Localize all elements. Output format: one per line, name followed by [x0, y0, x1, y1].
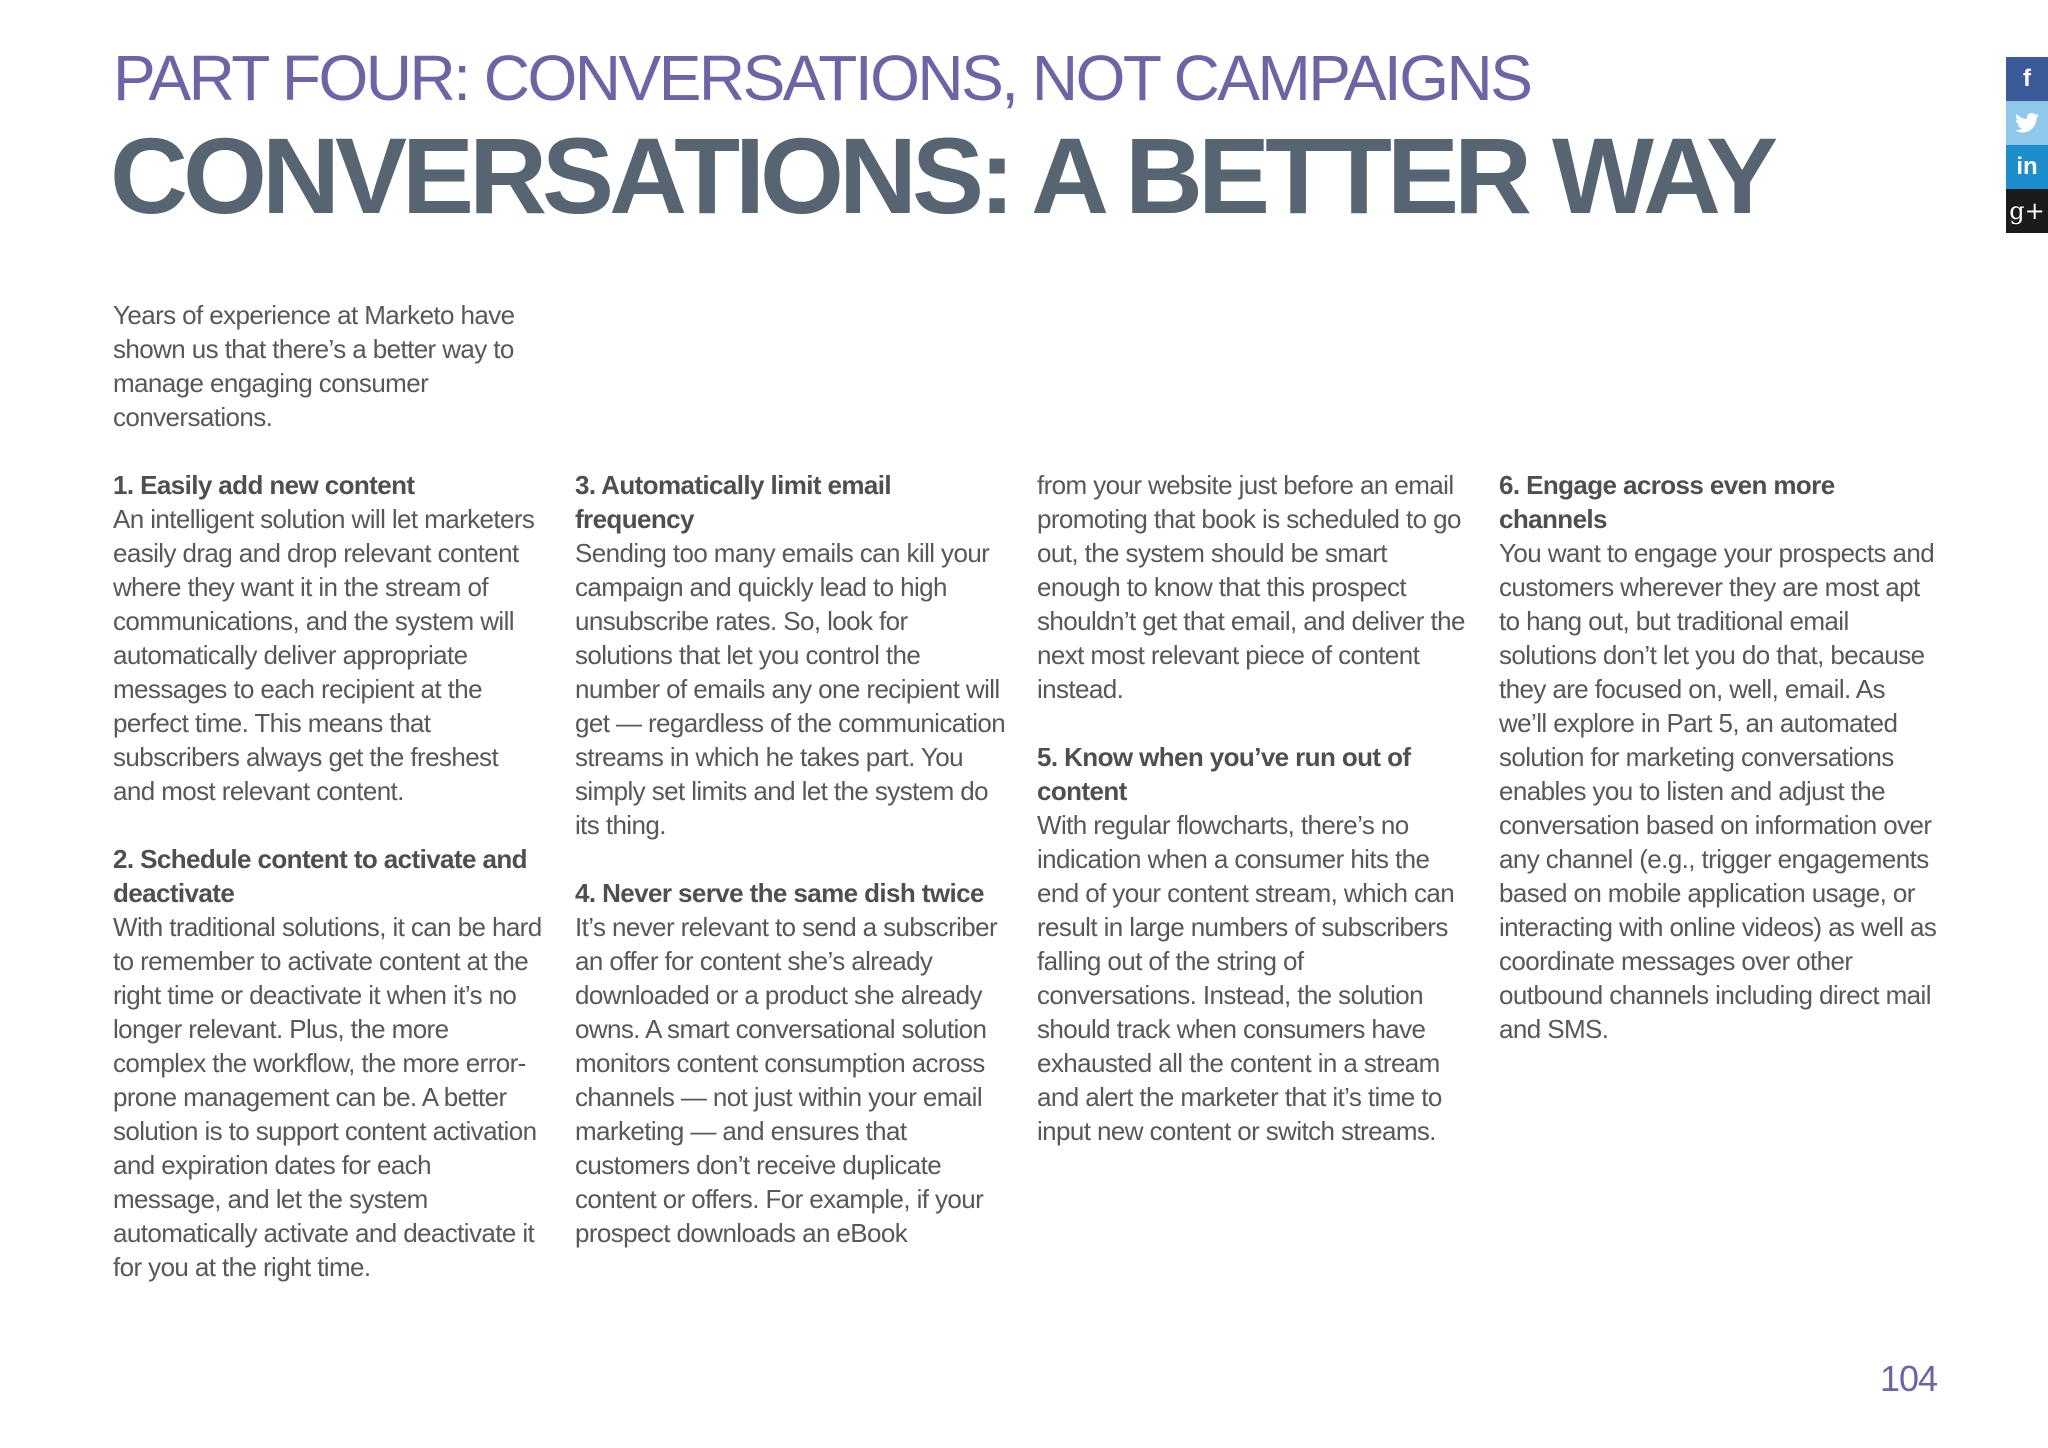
section-know-out-of-content	[1037, 740, 1469, 1148]
section-never-serve-twice-continued	[1037, 468, 1469, 706]
section-heading: 6. Engage across even more channels	[1499, 470, 1835, 534]
facebook-icon[interactable]: f	[2006, 57, 2048, 101]
linkedin-icon[interactable]: in	[2006, 145, 2048, 189]
column-2	[575, 468, 1007, 1284]
column-4	[1499, 468, 1939, 1080]
section-limit-email-frequency	[575, 468, 1007, 842]
section-easily-add-content	[113, 468, 545, 808]
section-heading: 5. Know when you’ve run out of content	[1037, 742, 1411, 806]
section-schedule-content	[113, 842, 545, 1284]
section-body: An intelligent solution will let marketers easily drag and drop relevant content where they want it in the stream of communications, and the system will automatically deliver appropriate messages to each recipient at the perfect time. This means that subscribers always get the freshest and most relevant content.	[113, 504, 535, 806]
section-body: With regular flowcharts, there’s no indication when a consumer hits the end of your content stream, which can result in large numbers of subscribers falling out of the string of conversations. Instead, the solution should track when consumers have exhausted all the content in a stream and alert the marketer that it’s time to input new content or switch streams.	[1037, 810, 1455, 1146]
page-title: CONVERSATIONS: A BETTER WAY	[110, 115, 1774, 236]
social-share-bar	[2006, 57, 2048, 233]
part-title: PART FOUR: CONVERSATIONS, NOT CAMPAIGNS	[113, 42, 1531, 114]
section-body: With traditional solutions, it can be hard to remember to activate content at the right time or deactivate it when it’s no longer relevant. Plus, the more complex the workflow, the more error-prone management can be. A better solution is to support content activation and expiration dates for each message, and let the system automatically activate and deactivate it for you at the right time.	[113, 912, 542, 1282]
google-plus-icon[interactable]: g+	[2006, 189, 2048, 233]
section-body: Sending too many emails can kill your campaign and quickly lead to high unsubscribe rates. So, look for solutions that let you control the number of emails any one recipient will get — regardless of the communication streams in which he takes part. You simply set limits and let the system do its thing.	[575, 538, 1006, 840]
intro-paragraph: Years of experience at Marketo have shown us that there’s a better way to manage engaging consumer conversations.	[113, 300, 515, 432]
section-body: It’s never relevant to send a subscriber an offer for content she’s already downloaded or a product she already owns. A smart conversational solution monitors content consumption across channels — not just within your email marketing — and ensures that customers don’t receive duplicate content or offers. For example, if your prospect downloads an eBook	[575, 912, 998, 1248]
section-heading: 1. Easily add new content	[113, 470, 415, 500]
page-number: 104	[1880, 1358, 1938, 1399]
column-3	[1037, 468, 1469, 1182]
twitter-icon[interactable]	[2006, 101, 2048, 145]
column-1	[113, 468, 545, 1318]
section-heading: 2. Schedule content to activate and deactivate	[113, 844, 527, 908]
section-body-continuation: from your website just before an email promoting that book is scheduled to go out, the system should be smart enough to know that this prospect shouldn’t get that email, and deliver the next most relevant piece of content instead.	[1037, 470, 1465, 704]
twitter-bird-icon	[2015, 113, 2039, 133]
section-never-serve-twice	[575, 876, 1007, 1250]
section-heading: 4. Never serve the same dish twice	[575, 878, 984, 908]
section-heading: 3. Automatically limit email frequency	[575, 470, 892, 534]
section-body: You want to engage your prospects and customers wherever they are most apt to hang out, but traditional email solutions don’t let you do that, because they are focused on, well, email. As we’ll explore in Part 5, an automated solution for marketing conversations enables you to listen and adjust the conversation based on information over any channel (e.g., trigger engagements based on mobile application usage, or interacting with online videos) as well as coordinate messages over other outbound channels including direct mail and SMS.	[1499, 538, 1937, 1044]
section-engage-more-channels	[1499, 468, 1939, 1046]
